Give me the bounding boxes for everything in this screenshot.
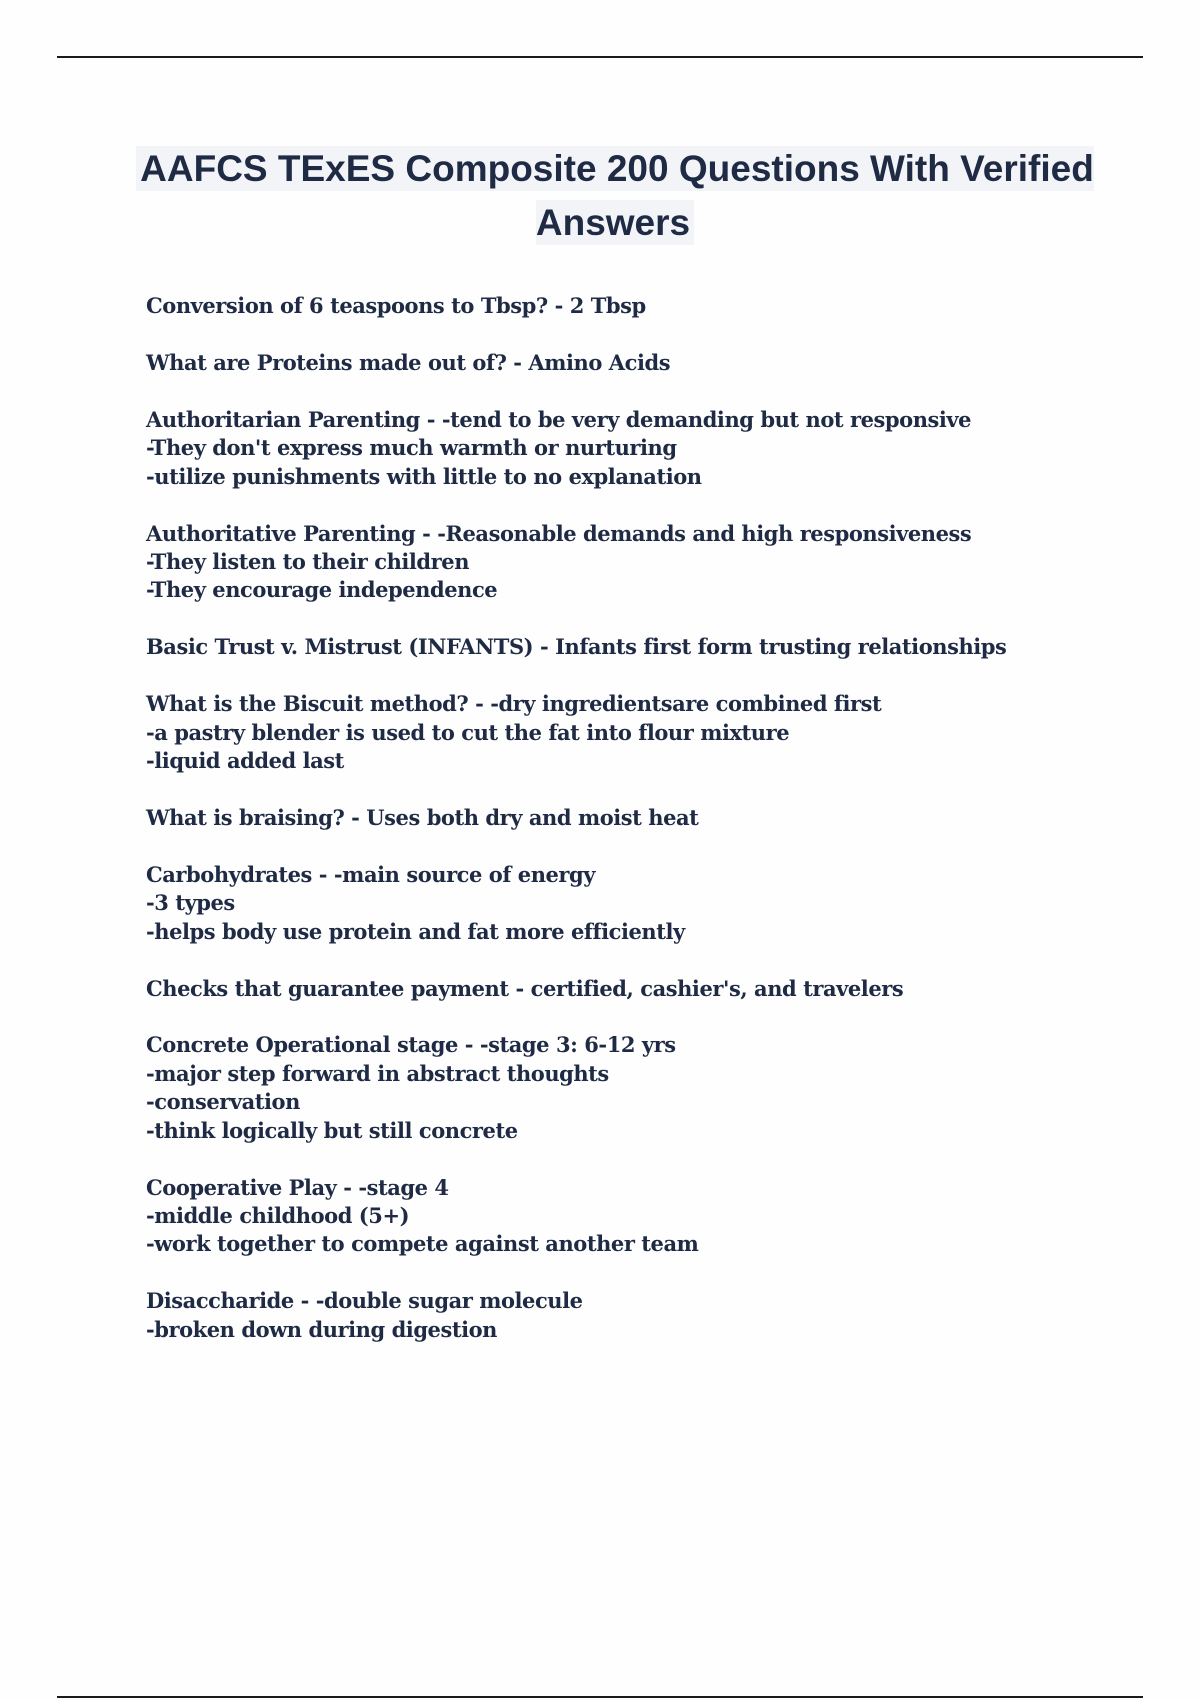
qa-answer-line: -utilize punishments with little to no explanation [146,463,702,489]
qa-item [146,406,1126,491]
top-rule [57,56,1143,58]
document-title [120,142,1110,250]
qa-answer-line: -a pastry blender is used to cut the fat into flour mixture [146,719,790,745]
qa-item [146,975,1126,1003]
qa-answer-line: -helps body use protein and fat more efficiently [146,918,685,944]
qa-question-line: What is the Biscuit method? - -dry ingredientsare combined first [146,691,882,717]
qa-question-line: Concrete Operational stage - -stage 3: 6-12 yrs [146,1032,676,1058]
qa-answer-line: -middle childhood (5+) [146,1202,410,1228]
qa-question-line: What is braising? - Uses both dry and moist heat [146,804,699,830]
qa-item [146,690,1126,775]
qa-question-line: Carbohydrates - -main source of energy [146,861,596,887]
qa-answer-line: -major step forward in abstract thoughts [146,1060,609,1086]
qa-item [146,633,1126,661]
qa-question-line: Basic Trust v. Mistrust (INFANTS) - Infants first form trusting relationships [146,634,1007,660]
qa-answer-line: -They encourage independence [146,577,498,603]
qa-answer-line: -liquid added last [146,747,344,773]
qa-item [146,1031,1126,1145]
qa-answer-line: -work together to compete against another team [146,1231,699,1257]
qa-item [146,349,1126,377]
qa-question-line: Authoritarian Parenting - -tend to be very demanding but not responsive [146,406,972,432]
qa-answer-line: -They don't express much warmth or nurturing [146,435,677,461]
qa-item [146,861,1126,946]
qa-question-line: Conversion of 6 teaspoons to Tbsp? - 2 Tbsp [146,293,646,318]
bottom-rule [57,1696,1143,1698]
qa-question-line: What are Proteins made out of? - Amino Acids [146,349,671,375]
qa-item [146,804,1126,832]
qa-answer-line: -They listen to their children [146,548,470,574]
qa-answer-line: -3 types [146,890,235,916]
qa-item [146,292,1126,320]
qa-item [146,1287,1126,1344]
qa-answer-line: -think logically but still concrete [146,1117,518,1143]
qa-item [146,1174,1126,1259]
qa-question-line: Checks that guarantee payment - certified, cashier's, and travelers [146,975,904,1001]
qa-question-line: Cooperative Play - -stage 4 [146,1174,449,1200]
qa-item [146,520,1126,605]
qa-answer-line: -conservation [146,1089,300,1115]
qa-question-line: Disaccharide - -double sugar molecule [146,1288,583,1314]
qa-answer-line: -broken down during digestion [146,1316,497,1342]
qa-question-line: Authoritative Parenting - -Reasonable demands and high responsiveness [146,520,972,546]
qa-list [146,292,1126,1373]
document-title-text: AAFCS TExES Composite 200 Questions With Verified Answers [136,146,1094,245]
